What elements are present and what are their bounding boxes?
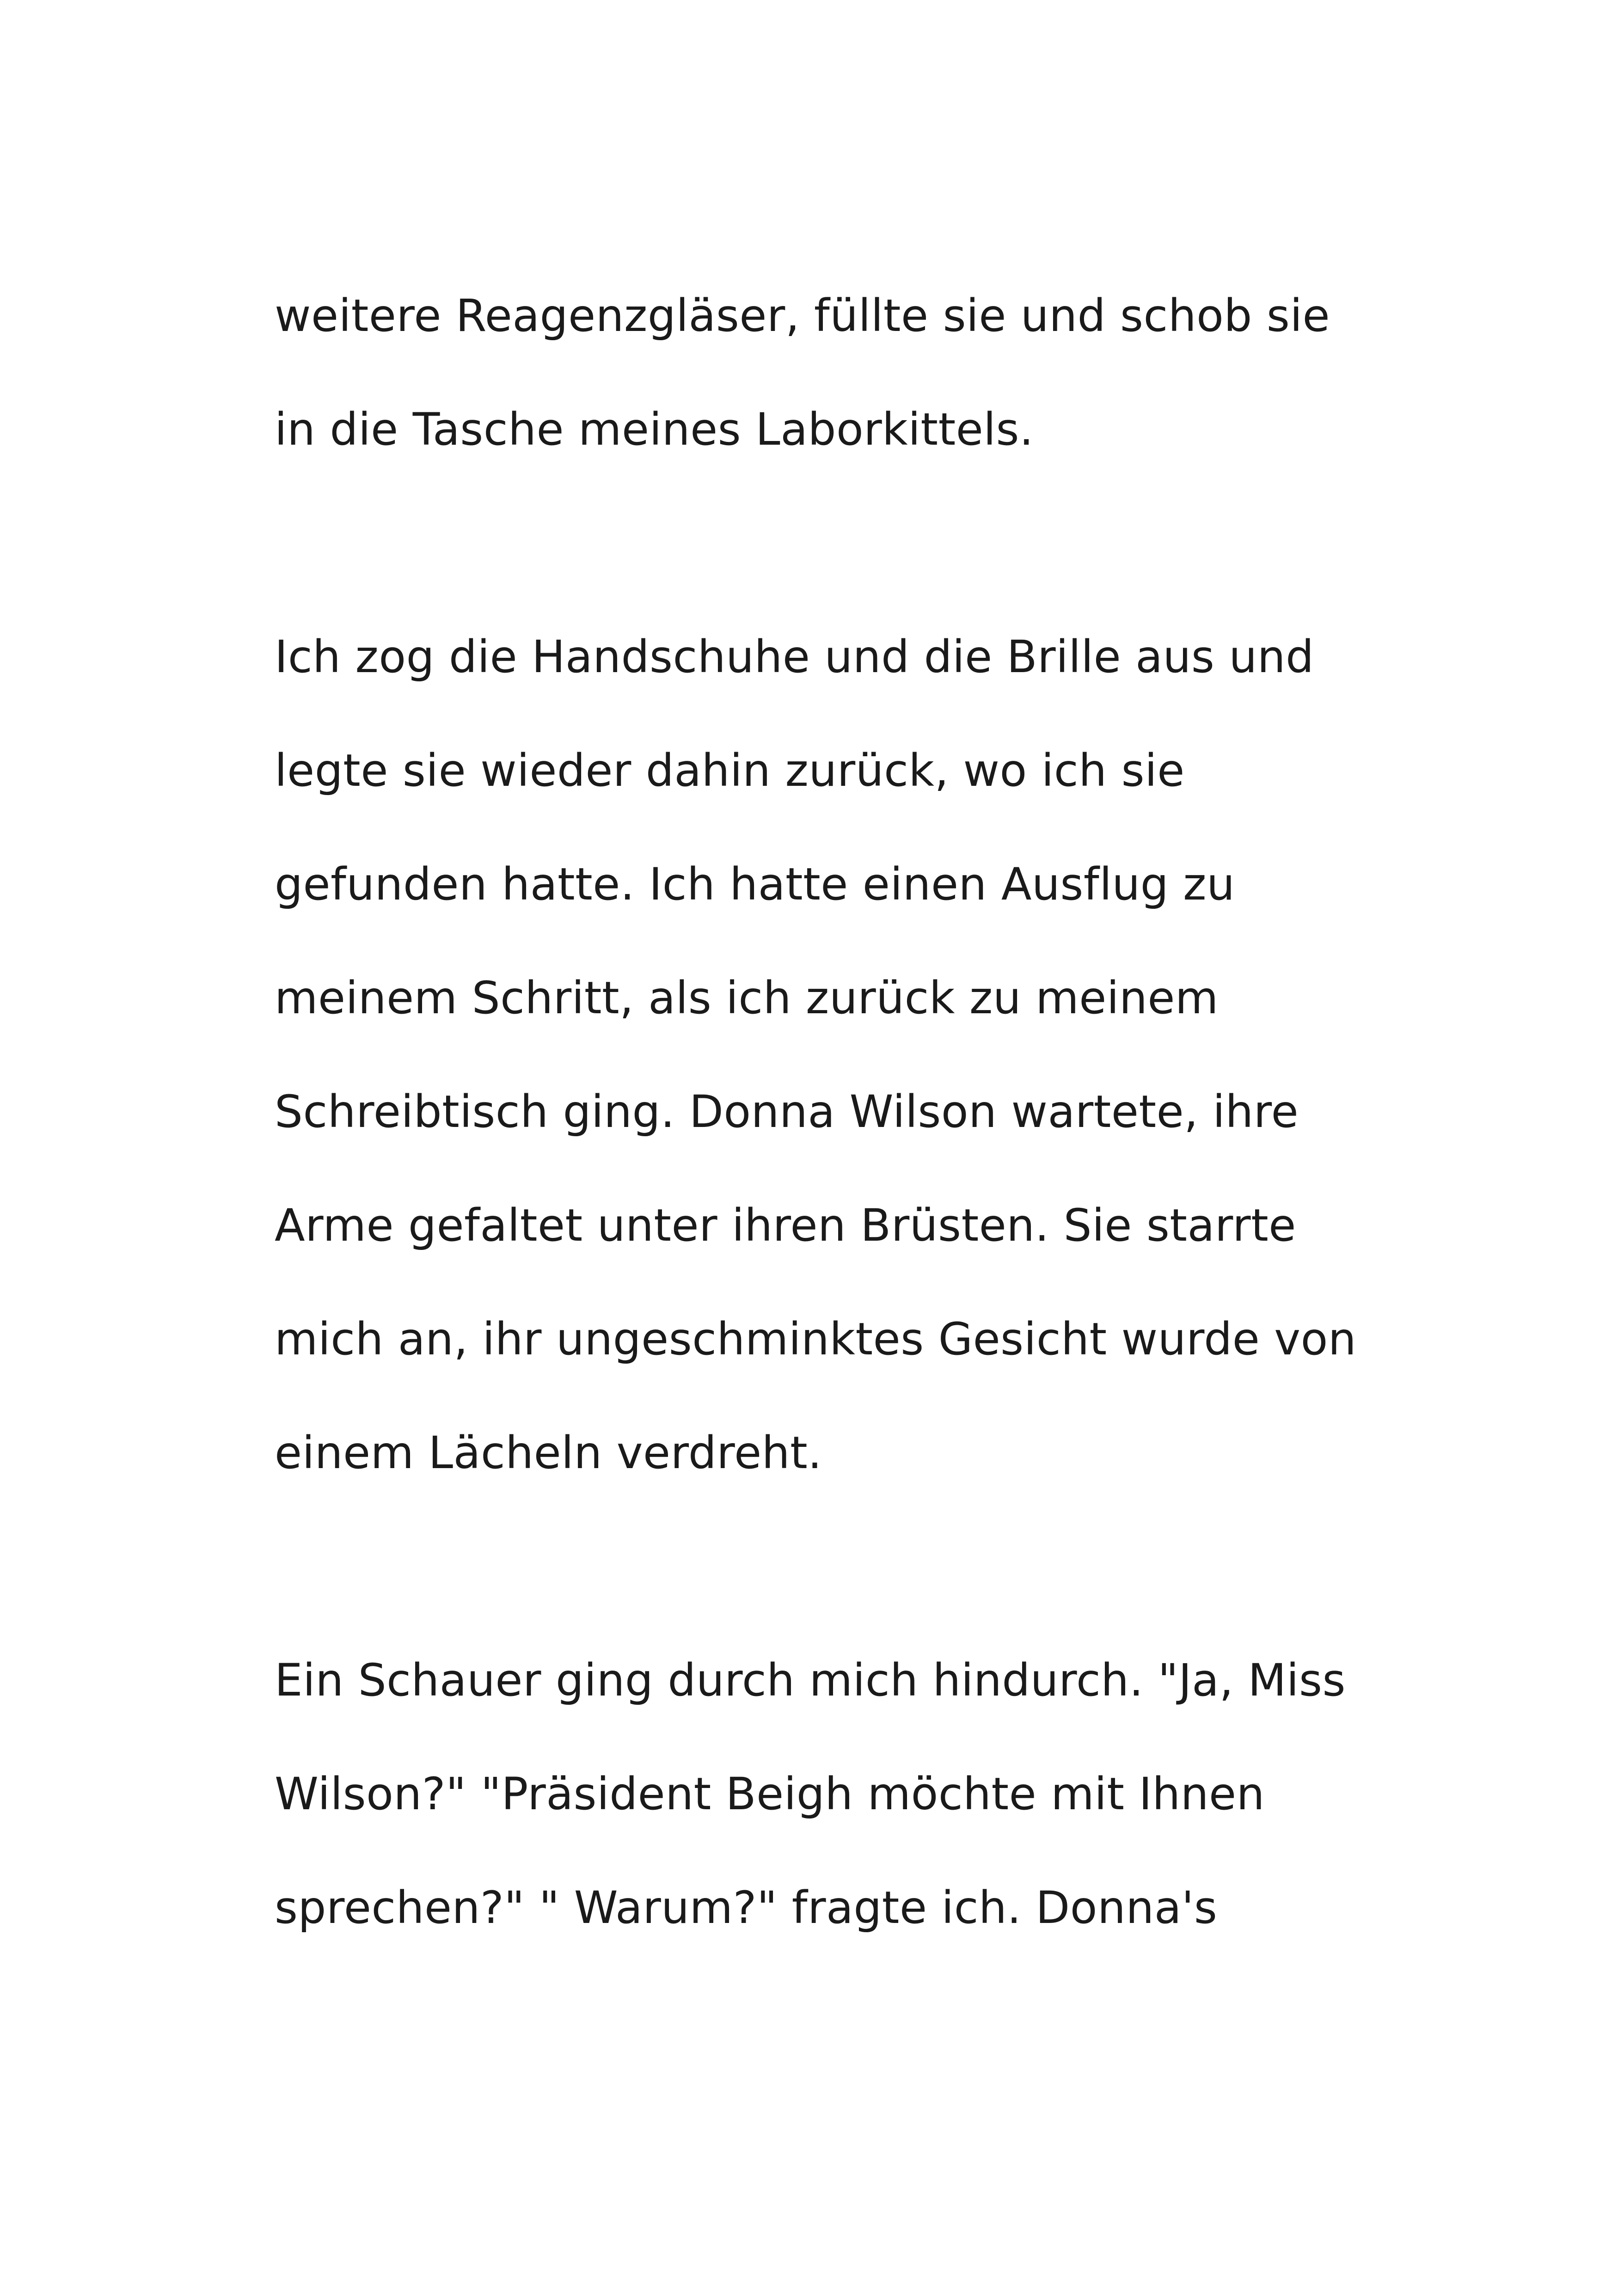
- text-line: legte sie wieder dahin zurück, wo ich sie: [275, 745, 1185, 796]
- text-line: mich an, ihr ungeschminktes Gesicht wurde von: [275, 1313, 1357, 1365]
- paragraph-3: [275, 1623, 1430, 1965]
- text-line: Wilson?" "Präsident Beigh möchte mit Ihnen: [275, 1768, 1265, 1820]
- text-line: Ein Schauer ging durch mich hindurch. "Ja, Miss: [275, 1654, 1346, 1706]
- paragraph-gap: [275, 486, 1430, 600]
- body-text: [275, 259, 1430, 1965]
- paragraph-2: [275, 600, 1430, 1510]
- paragraph-gap: [275, 1510, 1430, 1623]
- text-line: einem Lächeln verdreht.: [275, 1427, 822, 1479]
- paragraph-1: [275, 259, 1430, 486]
- text-line: Ich zog die Handschuhe und die Brille aus und: [275, 631, 1314, 683]
- text-line: in die Tasche meines Laborkittels.: [275, 404, 1034, 455]
- text-line: gefunden hatte. Ich hatte einen Ausflug zu: [275, 858, 1235, 910]
- text-line: Arme gefaltet unter ihren Brüsten. Sie starrte: [275, 1200, 1296, 1251]
- text-line: Schreibtisch ging. Donna Wilson wartete, ihre: [275, 1086, 1299, 1138]
- text-line: meinem Schritt, als ich zurück zu meinem: [275, 972, 1219, 1024]
- text-line: weitere Reagenzgläser, füllte sie und schob sie: [275, 290, 1330, 342]
- text-line: sprechen?" " Warum?" fragte ich. Donna's: [275, 1882, 1218, 1934]
